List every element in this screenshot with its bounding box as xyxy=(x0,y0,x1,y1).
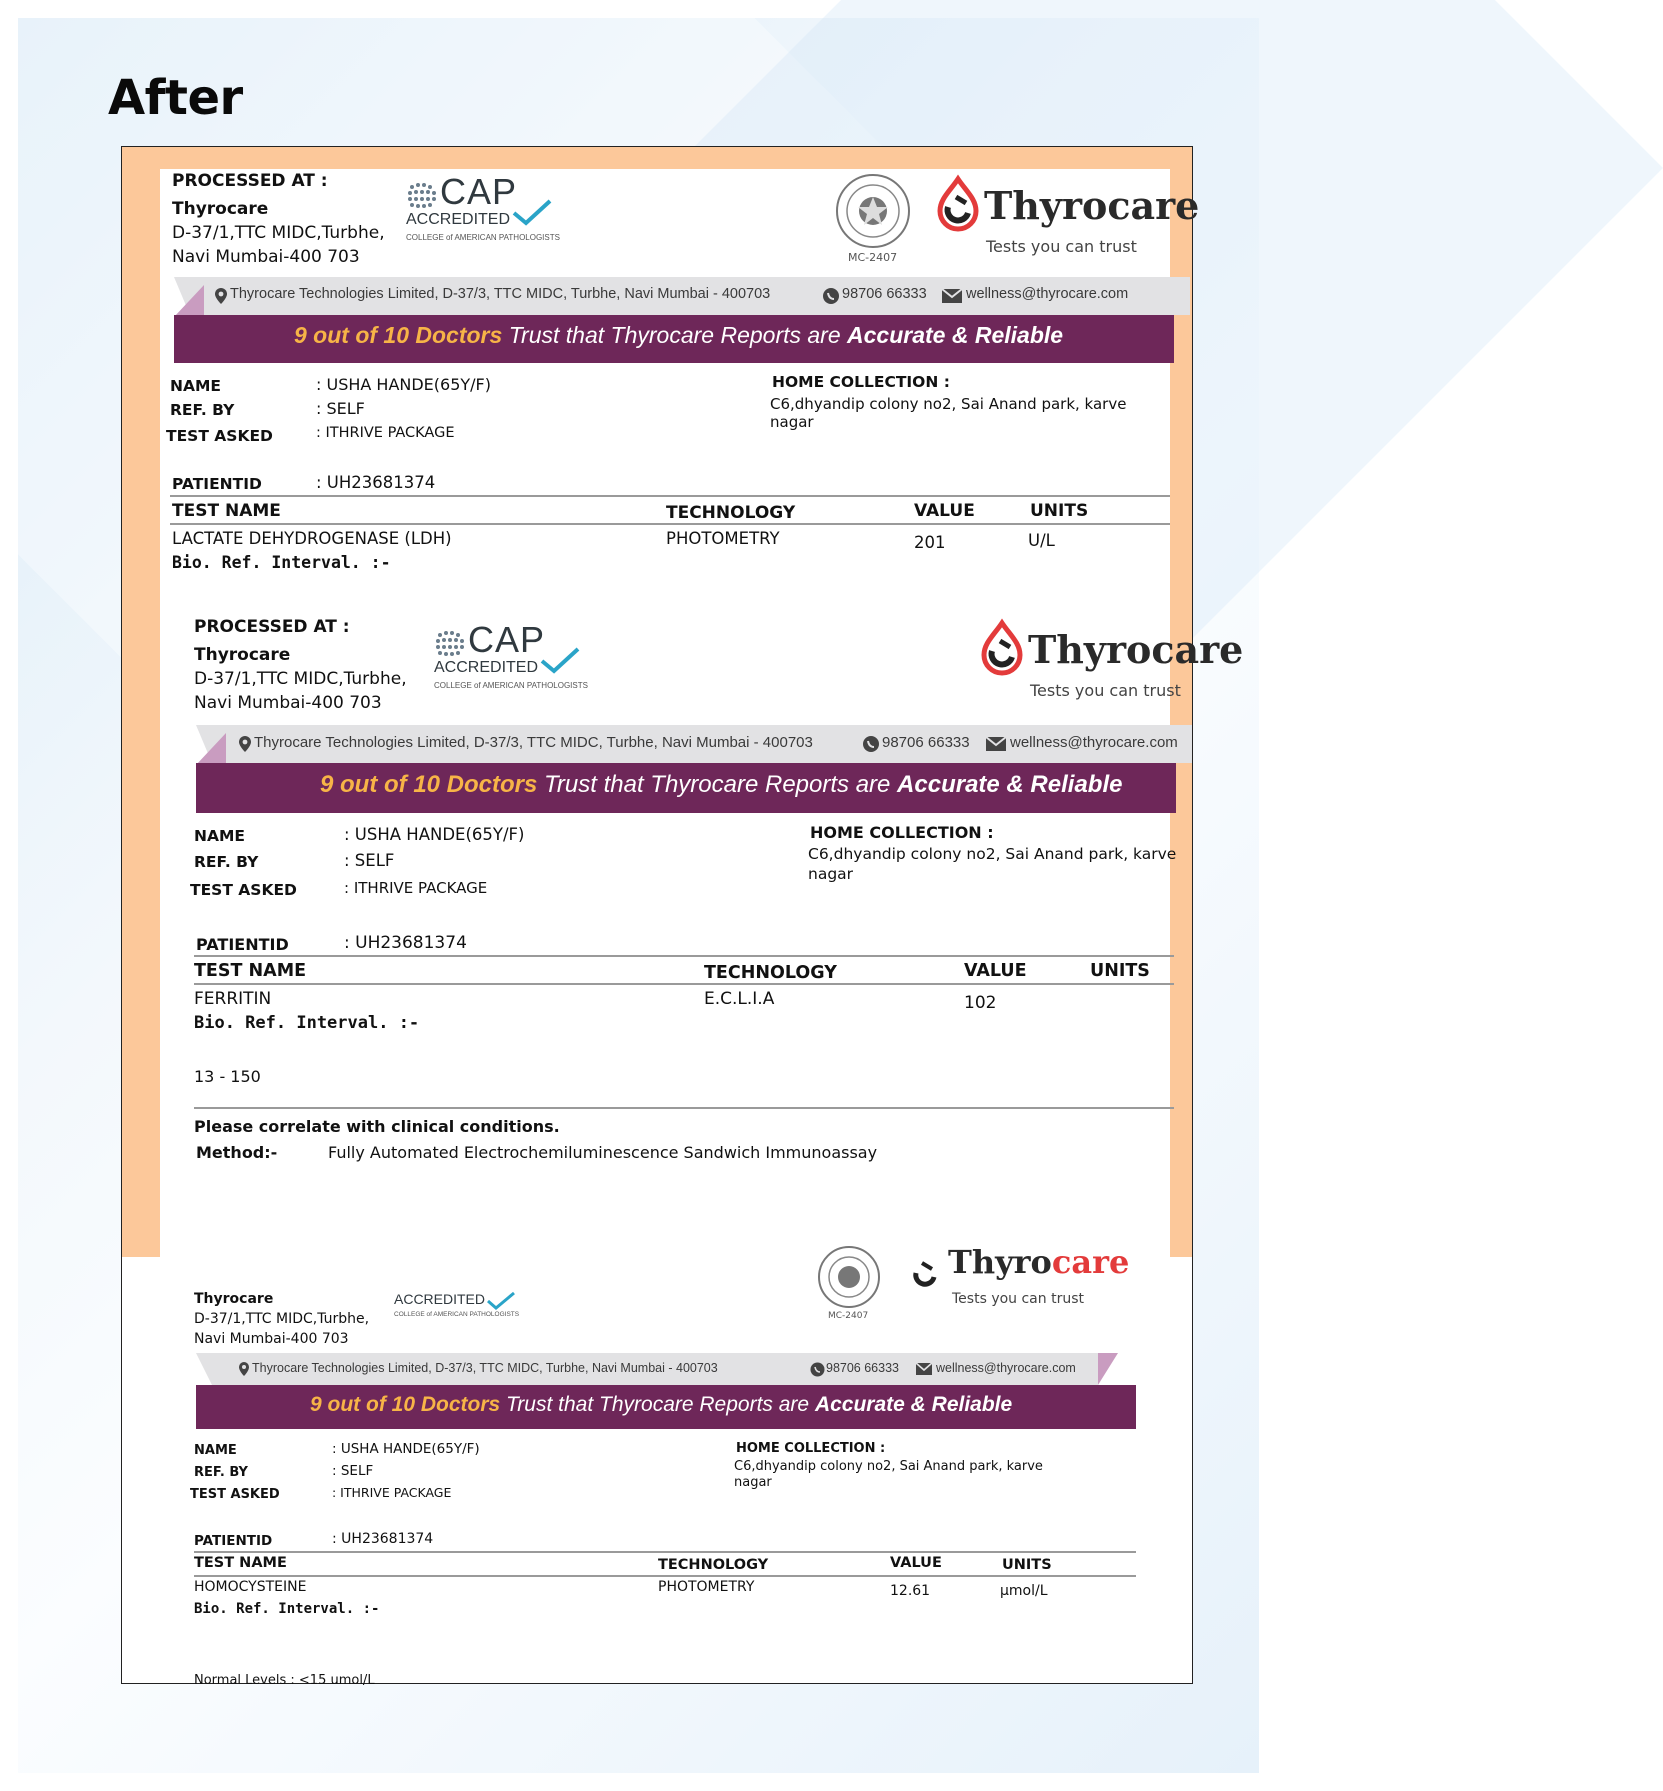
processed-at-label: PROCESSED AT : xyxy=(194,617,350,637)
test-asked-label: TEST ASKED xyxy=(166,427,273,445)
home-address-line1: C6,dhyandip colony no2, Sai Anand park, karve xyxy=(808,845,1177,863)
whatsapp-icon xyxy=(810,1362,825,1377)
slogan: 9 out of 10 Doctors Trust that Thyrocare Reports are Accurate & Reliable xyxy=(310,1393,1013,1416)
band-address: Thyrocare Technologies Limited, D-37/3, TTC MIDC, Turbhe, Navi Mumbai - 400703 xyxy=(252,1361,718,1375)
name-label: NAME xyxy=(170,377,221,395)
tagline: Tests you can trust xyxy=(1030,681,1181,700)
accreditation-seal xyxy=(830,171,916,267)
band-phone: 98706 66333 xyxy=(882,734,970,751)
cap-word: CAP xyxy=(468,619,546,660)
ref-by: : SELF xyxy=(316,399,365,418)
name-label: NAME xyxy=(194,1443,237,1458)
report-sheet-homocysteine xyxy=(138,1243,1192,1688)
patient-name: : USHA HANDE(65Y/F) xyxy=(332,1441,480,1457)
ref-label: REF. BY xyxy=(194,1465,248,1480)
home-collection-label: HOME COLLECTION : xyxy=(736,1441,886,1456)
college-text: COLLEGE of AMERICAN PATHOLOGISTS xyxy=(406,233,560,242)
lab-address-line1: D-37/1,TTC MIDC,Turbhe, xyxy=(194,669,407,689)
method-text: Fully Automated Electrochemiluminescence Sandwich Immunoassay xyxy=(328,1143,878,1162)
patientid-label: PATIENTID xyxy=(172,475,262,493)
divider xyxy=(170,495,1170,497)
accredited-word: ACCREDITED xyxy=(434,659,539,676)
band-email: wellness@thyrocare.com xyxy=(936,1361,1076,1375)
seal-icon xyxy=(814,1257,884,1313)
location-pin-icon xyxy=(238,735,252,753)
lab-address-line2: Navi Mumbai-400 703 xyxy=(172,247,360,267)
cap-accredited-logo xyxy=(394,1291,554,1331)
ref-by: : SELF xyxy=(344,851,395,870)
name-label: NAME xyxy=(194,827,245,845)
lab-address-line2: Navi Mumbai-400 703 xyxy=(194,693,382,713)
band-email: wellness@thyrocare.com xyxy=(966,286,1129,302)
bio-ref-interval: Bio. Ref. Interval. :- xyxy=(172,553,391,572)
report-collage xyxy=(121,146,1244,1688)
lab-name: Thyrocare xyxy=(172,199,269,219)
band-accent xyxy=(174,285,204,317)
test-name-homocysteine: HOMOCYSTEINE xyxy=(194,1579,307,1595)
home-collection-label: HOME COLLECTION : xyxy=(772,373,950,391)
col-units: UNITS xyxy=(1090,961,1150,981)
divider xyxy=(194,1551,1136,1553)
patientid-label: PATIENTID xyxy=(194,1533,273,1549)
slogan: 9 out of 10 Doctors Trust that Thyrocare Reports are Accurate & Reliable xyxy=(294,322,1064,348)
cap-accredited-logo xyxy=(404,171,614,247)
col-units: UNITS xyxy=(1002,1557,1052,1573)
home-address-line2: nagar xyxy=(734,1475,772,1490)
band-address: Thyrocare Technologies Limited, D-37/3, TTC MIDC, Turbhe, Navi Mumbai - 400703 xyxy=(254,734,813,751)
ferritin-interval: 13 - 150 xyxy=(194,1067,261,1086)
unit-ldh: U/L xyxy=(1028,531,1055,550)
divider xyxy=(170,523,1170,525)
value-homocysteine: 12.61 xyxy=(890,1583,931,1599)
col-value: VALUE xyxy=(964,961,1027,981)
seal-code: MC-2407 xyxy=(848,251,898,264)
band-accent xyxy=(1098,1353,1118,1385)
college-text: COLLEGE of AMERICAN PATHOLOGISTS xyxy=(394,1311,520,1318)
correlate-note: Please correlate with clinical conditions. xyxy=(194,1117,560,1136)
value-ldh: 201 xyxy=(914,533,946,552)
seal-code: MC-2407 xyxy=(828,1311,869,1321)
mail-icon xyxy=(942,289,962,303)
col-technology: TECHNOLOGY xyxy=(658,1557,769,1573)
logo-text: Thyrocare xyxy=(948,1243,1130,1281)
home-address-line2: nagar xyxy=(770,413,814,431)
divider xyxy=(194,955,1174,957)
home-address-line1: C6,dhyandip colony no2, Sai Anand park, karve xyxy=(734,1459,1043,1474)
thyrocare-logo xyxy=(906,1243,1146,1333)
patient-id: : UH23681374 xyxy=(344,933,467,953)
technology-ldh: PHOTOMETRY xyxy=(666,529,780,548)
band-corner xyxy=(196,1353,212,1385)
divider xyxy=(194,983,1174,985)
col-test-name: TEST NAME xyxy=(194,961,307,981)
checkmark-icon xyxy=(512,197,552,227)
patient-name: : USHA HANDE(65Y/F) xyxy=(316,375,491,394)
normal-levels: Normal Levels : <15 umol/L xyxy=(194,1673,375,1688)
logo-text: Thyrocare xyxy=(1028,627,1244,672)
home-address-line1: C6,dhyandip colony no2, Sai Anand park, karve xyxy=(770,395,1127,413)
whatsapp-icon xyxy=(822,287,840,305)
lab-address-line2: Navi Mumbai-400 703 xyxy=(194,1331,349,1347)
thyrocare-logo-icon xyxy=(906,1249,942,1289)
value-ferritin: 102 xyxy=(964,993,997,1013)
accreditation-seal xyxy=(814,1257,884,1325)
whatsapp-icon xyxy=(862,735,880,753)
test-asked: : ITHRIVE PACKAGE xyxy=(316,425,455,441)
report-sheet-ldh-ferritin xyxy=(160,169,1244,1257)
col-units: UNITS xyxy=(1030,501,1089,521)
ref-by: : SELF xyxy=(332,1463,374,1479)
checkmark-icon xyxy=(540,645,580,675)
checkmark-icon xyxy=(486,1291,516,1311)
test-asked: : ITHRIVE PACKAGE xyxy=(332,1485,452,1500)
technology-ferritin: E.C.L.I.A xyxy=(704,989,775,1009)
test-asked-label: TEST ASKED xyxy=(190,1487,280,1502)
col-test-name: TEST NAME xyxy=(172,501,281,521)
mail-icon xyxy=(916,1363,932,1375)
after-heading: After xyxy=(108,70,243,126)
band-phone: 98706 66333 xyxy=(826,1361,899,1375)
tagline: Tests you can trust xyxy=(952,1291,1084,1307)
patient-id: : UH23681374 xyxy=(332,1531,434,1547)
band-phone: 98706 66333 xyxy=(842,286,927,302)
method-label: Method:- xyxy=(196,1143,278,1162)
thyrocare-logo xyxy=(980,617,1244,707)
home-address-line2: nagar xyxy=(808,865,854,883)
patient-name: : USHA HANDE(65Y/F) xyxy=(344,825,525,844)
col-technology: TECHNOLOGY xyxy=(666,503,796,523)
thyrocare-logo-icon xyxy=(980,621,1024,673)
bio-ref-interval: Bio. Ref. Interval. :- xyxy=(194,1601,380,1617)
processed-at-label: PROCESSED AT : xyxy=(172,171,328,191)
band-accent xyxy=(196,733,226,765)
cap-accredited-logo xyxy=(432,619,642,695)
col-value: VALUE xyxy=(914,501,975,521)
col-technology: TECHNOLOGY xyxy=(704,963,837,983)
lab-name: Thyrocare xyxy=(194,645,291,665)
tagline: Tests you can trust xyxy=(986,237,1137,256)
lab-address-line1: D-37/1,TTC MIDC,Turbhe, xyxy=(194,1311,370,1327)
slogan: 9 out of 10 Doctors Trust that Thyrocare Reports are Accurate & Reliable xyxy=(320,771,1123,798)
band-address: Thyrocare Technologies Limited, D-37/3, TTC MIDC, Turbhe, Navi Mumbai - 400703 xyxy=(230,286,771,302)
thyrocare-logo xyxy=(936,173,1200,263)
unit-homocysteine: µmol/L xyxy=(1000,1583,1048,1599)
cap-word: CAP xyxy=(440,171,518,212)
col-value: VALUE xyxy=(890,1555,942,1571)
test-name-ldh: LACTATE DEHYDROGENASE (LDH) xyxy=(172,529,452,548)
cap-dots-icon xyxy=(404,179,444,215)
lab-address-line1: D-37/1,TTC MIDC,Turbhe, xyxy=(172,223,385,243)
test-asked-label: TEST ASKED xyxy=(190,881,297,899)
test-name-ferritin: FERRITIN xyxy=(194,989,272,1009)
col-test-name: TEST NAME xyxy=(194,1555,287,1571)
seal-icon xyxy=(830,171,916,251)
college-text: COLLEGE of AMERICAN PATHOLOGISTS xyxy=(434,681,588,690)
comparison-panel xyxy=(18,18,1259,1773)
divider xyxy=(194,1107,1174,1109)
patientid-label: PATIENTID xyxy=(196,935,289,954)
lab-name: Thyrocare xyxy=(194,1291,274,1307)
ref-label: REF. BY xyxy=(194,853,259,871)
thyrocare-logo-icon xyxy=(936,177,980,229)
location-pin-icon xyxy=(214,287,228,305)
test-asked: : ITHRIVE PACKAGE xyxy=(344,879,488,897)
technology-homocysteine: PHOTOMETRY xyxy=(658,1579,755,1595)
location-pin-icon xyxy=(238,1361,250,1377)
cap-dots-icon xyxy=(432,627,472,663)
divider xyxy=(194,1575,1136,1577)
accredited-word: ACCREDITED xyxy=(406,211,511,228)
patient-id: : UH23681374 xyxy=(316,473,436,492)
accredited-word: ACCREDITED xyxy=(394,1291,486,1307)
ref-label: REF. BY xyxy=(170,401,235,419)
band-email: wellness@thyrocare.com xyxy=(1010,734,1178,751)
logo-text: Thyrocare xyxy=(984,183,1200,228)
bio-ref-interval: Bio. Ref. Interval. :- xyxy=(194,1013,420,1033)
mail-icon xyxy=(986,737,1006,751)
home-collection-label: HOME COLLECTION : xyxy=(810,823,994,842)
